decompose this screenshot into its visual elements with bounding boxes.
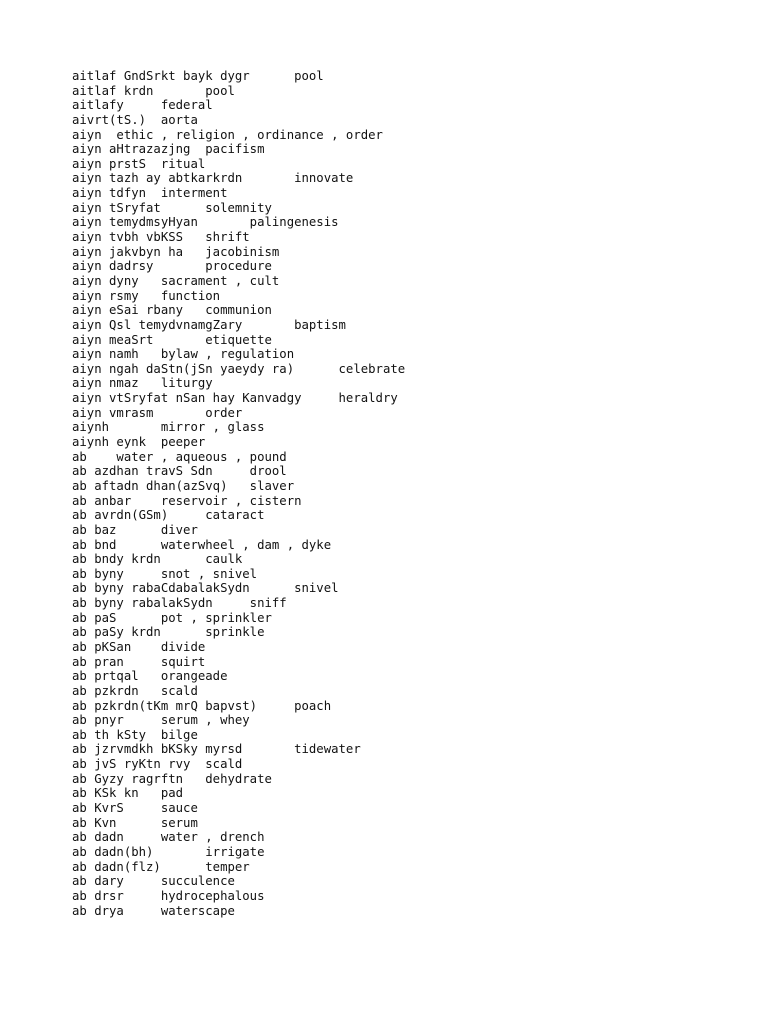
dictionary-entry: ab azdhan travS Sdn drool xyxy=(72,464,287,479)
dictionary-entry: aiyn namh bylaw , regulation xyxy=(72,347,295,362)
dictionary-entry: ab bnd waterwheel , dam , dyke xyxy=(72,537,332,552)
dictionary-entry: ab byny rabalakSydn sniff xyxy=(72,596,287,611)
dictionary-entry: ab paSy krdn sprinkle xyxy=(72,625,265,640)
dictionary-entry: ab bndy krdn caulk xyxy=(72,552,243,567)
dictionary-entry: aiyn prstS ritual xyxy=(72,156,206,171)
dictionary-entry: aitlaf krdn pool xyxy=(72,83,235,98)
dictionary-entry: ab anbar reservoir , cistern xyxy=(72,493,302,508)
dictionary-entry: aiyn vmrasm order xyxy=(72,405,243,420)
dictionary-entry: ab pzkrdn(tKm mrQ bapvst) poach xyxy=(72,698,332,713)
dictionary-entry: ab prtqal orangeade xyxy=(72,669,228,684)
dictionary-entry: aiyn tSryfat solemnity xyxy=(72,200,272,215)
dictionary-entry: aiynh eynk peeper xyxy=(72,435,206,450)
dictionary-entry: aiyn nmaz liturgy xyxy=(72,376,213,391)
dictionary-entry: aiyn tdfyn interment xyxy=(72,186,228,201)
dictionary-entry: aiyn ethic , religion , ordinance , order xyxy=(72,127,383,142)
dictionary-entry: ab paS pot , sprinkler xyxy=(72,610,272,625)
dictionary-entry: ab dadn water , drench xyxy=(72,830,265,845)
dictionary-entry: aiyn tazh ay abtkarkrdn innovate xyxy=(72,171,354,186)
dictionary-entry: ab dary succulence xyxy=(72,874,235,889)
dictionary-entry: ab water , aqueous , pound xyxy=(72,449,287,464)
dictionary-entry: aiyn vtSryfat nSan hay Kanvadgy heraldry xyxy=(72,391,398,406)
dictionary-entry: ab pzkrdn scald xyxy=(72,683,198,698)
dictionary-entry: ab avrdn(GSm) cataract xyxy=(72,508,265,523)
dictionary-entry: aivrt(tS.) aorta xyxy=(72,112,198,127)
dictionary-entry: ab baz diver xyxy=(72,522,198,537)
dictionary-entry: ab th kSty bilge xyxy=(72,727,198,742)
dictionary-entry: aiyn temydmsyHyan palingenesis xyxy=(72,215,339,230)
dictionary-entry: aiyn meaSrt etiquette xyxy=(72,332,272,347)
dictionary-entry: ab pran squirt xyxy=(72,654,206,669)
dictionary-entries xyxy=(72,69,405,918)
dictionary-entry: aiyn aHtrazazjng pacifism xyxy=(72,142,265,157)
dictionary-entry: aitlafy federal xyxy=(72,98,213,113)
dictionary-entry: aiyn jakvbyn ha jacobinism xyxy=(72,244,280,259)
dictionary-entry: aiyn Qsl temydvnamgZary baptism xyxy=(72,317,346,332)
dictionary-entry: ab KSk kn pad xyxy=(72,786,184,801)
dictionary-entry: ab jzrvmdkh bKSky myrsd tidewater xyxy=(72,742,361,757)
dictionary-entry: ab byny snot , snivel xyxy=(72,566,258,581)
dictionary-entry: aiyn tvbh vbKSS shrift xyxy=(72,230,250,245)
dictionary-entry: ab drya waterscape xyxy=(72,903,235,918)
dictionary-entry: ab Gyzy ragrftn dehydrate xyxy=(72,771,272,786)
dictionary-entry: ab dadn(bh) irrigate xyxy=(72,844,265,859)
dictionary-entry: aiyn rsmy function xyxy=(72,288,221,303)
dictionary-entry: ab dadn(flz) temper xyxy=(72,859,250,874)
dictionary-entry: aiyn eSai rbany communion xyxy=(72,303,272,318)
dictionary-entry: ab aftadn dhan(azSvq) slaver xyxy=(72,478,295,493)
dictionary-entry: aiynh mirror , glass xyxy=(72,420,265,435)
dictionary-entry: ab pKSan divide xyxy=(72,639,206,654)
dictionary-entry: ab pnyr serum , whey xyxy=(72,713,250,728)
dictionary-entry: ab Kvn serum xyxy=(72,815,198,830)
dictionary-entry: ab byny rabaCdabalakSydn snivel xyxy=(72,581,339,596)
dictionary-entry: ab jvS ryKtn rvy scald xyxy=(72,757,243,772)
dictionary-entry: aiyn ngah daStn(jSn yaeydy ra) celebrate xyxy=(72,361,406,376)
dictionary-entry: aitlaf GndSrkt bayk dygr pool xyxy=(72,69,324,83)
dictionary-entry: ab drsr hydrocephalous xyxy=(72,888,265,903)
dictionary-entry: aiyn dyny sacrament , cult xyxy=(72,273,280,288)
dictionary-entry: ab KvrS sauce xyxy=(72,801,198,816)
dictionary-entry: aiyn dadrsy procedure xyxy=(72,259,272,274)
